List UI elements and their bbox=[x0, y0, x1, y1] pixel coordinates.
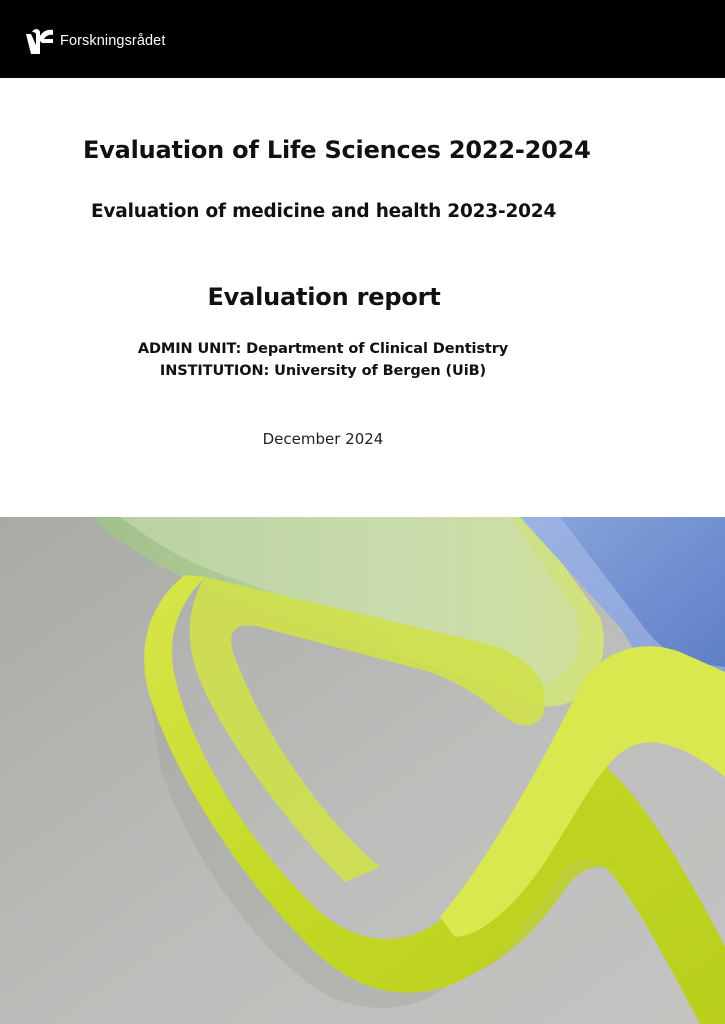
forskningsradet-logo bbox=[26, 28, 165, 54]
cover-illustration bbox=[0, 517, 725, 1024]
report-title: Evaluation of Life Sciences 2022-2024 bbox=[83, 136, 591, 164]
admin-unit: ADMIN UNIT: Department of Clinical Dentistry bbox=[137, 341, 509, 357]
page-header bbox=[0, 0, 725, 78]
institution: INSTITUTION: University of Bergen (UiB) bbox=[159, 363, 487, 379]
report-type-heading: Evaluation report bbox=[207, 283, 441, 311]
report-subtitle: Evaluation of medicine and health 2023-2024 bbox=[91, 201, 557, 222]
report-date: December 2024 bbox=[262, 430, 384, 448]
forskningsradet-logo-icon bbox=[26, 28, 53, 54]
logo-text: Forskningsrådet bbox=[60, 32, 166, 49]
